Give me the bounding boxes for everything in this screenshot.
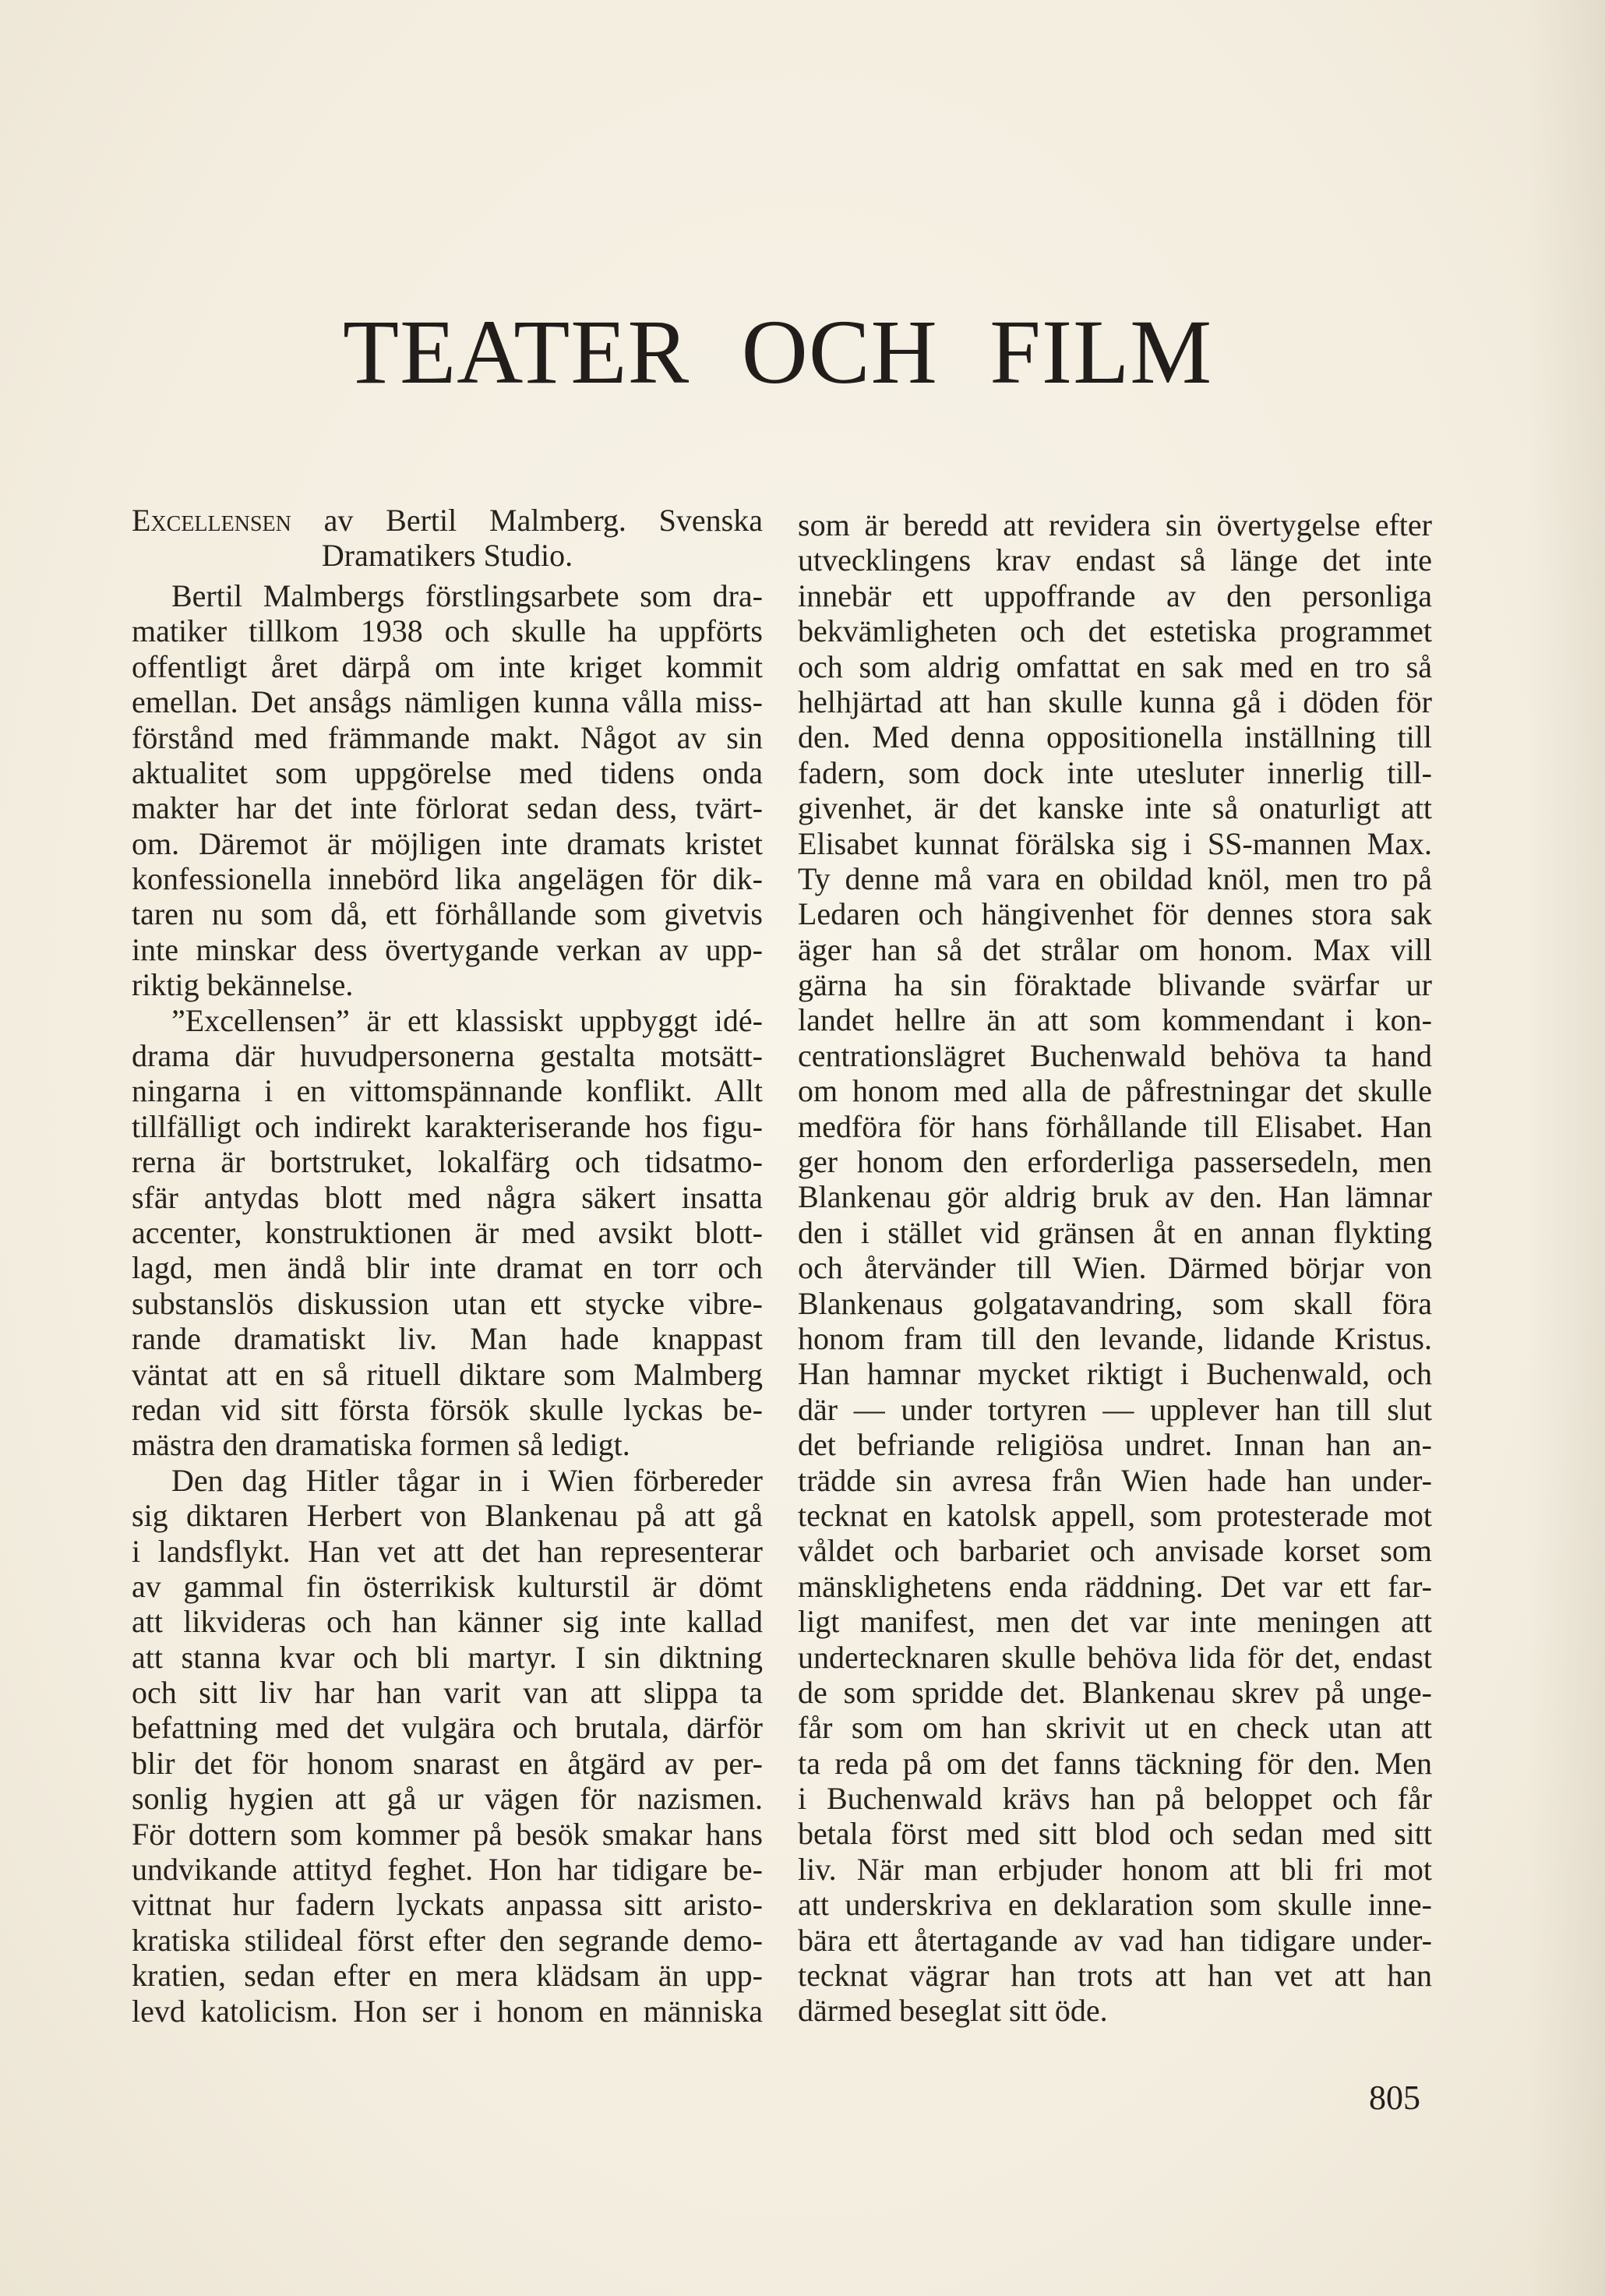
text-line: accenter, konstruktionen är med avsikt blott- — [132, 1215, 763, 1250]
text-line: väntat att en så rituell diktare som Malmberg — [132, 1356, 763, 1392]
text-line: sig diktaren Herbert von Blankenau på att gå — [132, 1498, 763, 1534]
text-line: Blankenau gör aldrig bruk av den. Han lämnar — [798, 1179, 1432, 1215]
text-line: i Buchenwald krävs han på beloppet och får — [798, 1781, 1432, 1817]
text-line: ligt manifest, men det var inte meningen att — [798, 1604, 1432, 1640]
text-line: helhjärtad att han skulle kunna gå i döden för — [798, 684, 1432, 719]
text-line: tillfälligt och indirekt karakteriserande hos figu- — [132, 1108, 763, 1144]
text-line: betala först med sitt blod och sedan med sitt — [798, 1816, 1432, 1852]
text-line: offentligt året därpå om inte kriget kommit — [132, 648, 763, 684]
text-line: som är beredd att revidera sin övertygelse efter — [798, 507, 1432, 542]
text-line: där — under tortyren — upplever han till slut — [798, 1391, 1432, 1427]
text-line: undvikande attityd feghet. Hon har tidigare be- — [132, 1852, 763, 1888]
text-line: utvecklingens krav endast så länge det inte — [798, 542, 1432, 578]
byline: av Bertil Malmberg. Svenska — [323, 503, 763, 538]
text-line: landet hellre än att som kommendant i kon- — [798, 1002, 1432, 1038]
text-line: rande dramatiskt liv. Man hade knappast — [132, 1321, 763, 1357]
text-line: Han hamnar mycket riktigt i Buchenwald, och — [798, 1356, 1432, 1392]
text-line: aktualitet som uppgörelse med tidens onda — [132, 754, 763, 790]
page-number: 805 — [1369, 2079, 1420, 2117]
text-line: mänsklighetens enda räddning. Det var ett far- — [798, 1568, 1432, 1604]
text-line: de som spridde det. Blankenau skrev på unge- — [798, 1674, 1432, 1710]
text-line: att underskriva en deklaration som skulle inne- — [798, 1887, 1432, 1923]
text-line: drama där huvudpersonerna gestalta motsätt- — [132, 1038, 763, 1074]
text-line: våldet och barbariet och anvisade korset som — [798, 1533, 1432, 1569]
text-line: befattning med det vulgära och brutala, därför — [132, 1710, 763, 1746]
text-line: därmed beseglat sitt öde. — [798, 1993, 1108, 2029]
text-line: Ledaren och hängivenhet för dennes stora sak — [798, 896, 1432, 932]
text-line: och som aldrig omfattat en sak med en tro så — [798, 648, 1432, 684]
text-line: äger han så det strålar om honom. Max vill — [798, 931, 1432, 967]
text-line: redan vid sitt första försök skulle lyckas be- — [132, 1391, 763, 1427]
text-line: gärna ha sin föraktade blivande svärfar ur — [798, 967, 1432, 1003]
text-line: levd katolicism. Hon ser i honom en människa — [132, 1993, 763, 2029]
text-line: honom fram till den levande, lidande Kristus. — [798, 1320, 1432, 1356]
text-line: ger honom den erforderliga passersedeln, men — [798, 1144, 1432, 1180]
text-line: om. Däremot är möjligen inte dramats kristet — [132, 825, 763, 861]
text-line: bära ett återtagande av vad han tidigare under- — [798, 1922, 1432, 1958]
text-line: innebär ett uppoffrande av den personliga — [798, 578, 1432, 613]
text-line: kratien, sedan efter en mera klädsam än upp- — [132, 1958, 763, 1994]
paragraph — [798, 507, 1432, 2029]
text-line: och sitt liv har han varit van att slippa ta — [132, 1675, 763, 1711]
review-heading — [132, 503, 763, 574]
venue: Dramatikers Studio. — [321, 538, 573, 574]
text-line: emellan. Det ansågs nämligen kunna vålla miss- — [132, 684, 763, 720]
text-line: medföra för hans förhållande till Elisabet. Han — [798, 1108, 1432, 1144]
text-line: substanslös diskussion utan ett stycke vibre- — [132, 1285, 763, 1321]
text-line: rerna är bortstruket, lokalfärg och tidsatmo- — [132, 1144, 763, 1180]
text-line: Blankenaus golgatavandring, som skall föra — [798, 1285, 1432, 1321]
text-line: av gammal fin österrikisk kulturstil är dömt — [132, 1568, 763, 1604]
text-line: taren nu som då, ett förhållande som givetvis — [132, 896, 763, 932]
text-line: konfessionella innebörd lika angelägen för dik- — [132, 861, 763, 897]
text-line: om honom med alla de påfrestningar det skulle — [798, 1073, 1432, 1109]
text-line: Den dag Hitler tågar in i Wien förbereder — [171, 1462, 763, 1498]
text-line: det befriande religiösa undret. Innan han an- — [798, 1427, 1432, 1463]
text-line: undertecknaren skulle behöva lida för det, endast — [798, 1639, 1432, 1675]
text-line: mästra den dramatiska formen så ledigt. — [132, 1427, 630, 1463]
section-title: TEATER OCH FILM — [343, 301, 1213, 403]
text-line: att stanna kvar och bli martyr. I sin diktning — [132, 1639, 763, 1675]
text-line: i landsflykt. Han vet att det han representerar — [132, 1533, 763, 1569]
review-title-line — [132, 503, 763, 538]
text-line: ningarna i en vittomspännande konflikt. Allt — [132, 1073, 763, 1109]
text-line: tecknat vägrar han trots att han vet att han — [798, 1958, 1432, 1994]
text-line: För dottern som kommer på besök smakar hans — [132, 1816, 763, 1852]
text-line: fadern, som dock inte utesluter innerlig till- — [798, 754, 1432, 790]
text-line: att likvideras och han känner sig inte kallad — [132, 1604, 763, 1640]
text-line: sfär antydas blott med några säkert insatta — [132, 1179, 763, 1215]
text-line: vittnat hur fadern lyckats anpassa sitt aristo- — [132, 1887, 763, 1923]
text-line: ”Excellensen” är ett klassiskt uppbyggt idé- — [171, 1002, 763, 1038]
play-title: Excellensen — [132, 503, 291, 538]
text-line: kratiska stilideal först efter den segrande demo- — [132, 1922, 763, 1958]
paragraph — [132, 1463, 763, 2029]
text-line: givenhet, är det kanske inte så onaturligt att — [798, 790, 1432, 826]
text-line: riktig bekännelse. — [132, 967, 354, 1003]
text-line: Ty denne må vara en obildad knöl, men tro på — [798, 860, 1432, 896]
text-line: liv. När man erbjuder honom att bli fri mot — [798, 1851, 1432, 1887]
text-line: förstånd med främmande makt. Något av sin — [132, 719, 763, 755]
text-line: tecknat en katolsk appell, som protesterade mot — [798, 1497, 1432, 1533]
left-column — [132, 503, 763, 2029]
text-line: får som om han skrivit ut en check utan att — [798, 1710, 1432, 1746]
text-line: den. Med denna oppositionella inställning till — [798, 719, 1432, 755]
paragraph — [132, 1003, 763, 1463]
text-line: sonlig hygien att gå ur vägen för nazismen. — [132, 1781, 763, 1817]
text-line: bekvämligheten och det estetiska programmet — [798, 613, 1432, 649]
text-line: och återvänder till Wien. Därmed börjar von — [798, 1250, 1432, 1286]
paragraph — [132, 578, 763, 1003]
text-line: inte minskar dess övertygande verkan av upp- — [132, 931, 763, 967]
text-line: makter har det inte förlorat sedan dess, tvärt- — [132, 790, 763, 826]
text-line: blir det för honom snarast en åtgärd av per- — [132, 1745, 763, 1781]
right-column — [798, 507, 1432, 2029]
text-line: centrationslägret Buchenwald behöva ta hand — [798, 1037, 1432, 1073]
text-line: ta reda på om det fanns täckning för den. Men — [798, 1745, 1432, 1781]
text-line: matiker tillkom 1938 och skulle ha uppförts — [132, 613, 763, 649]
text-line: Bertil Malmbergs förstlingsarbete som dra- — [171, 578, 763, 613]
text-line: trädde sin avresa från Wien hade han under- — [798, 1462, 1432, 1498]
text-line: Elisabet kunnat förälska sig i SS-mannen Max. — [798, 825, 1432, 861]
text-line: den i stället vid gränsen åt en annan flykting — [798, 1214, 1432, 1250]
text-line: lagd, men ändå blir inte dramat en torr och — [132, 1250, 763, 1286]
